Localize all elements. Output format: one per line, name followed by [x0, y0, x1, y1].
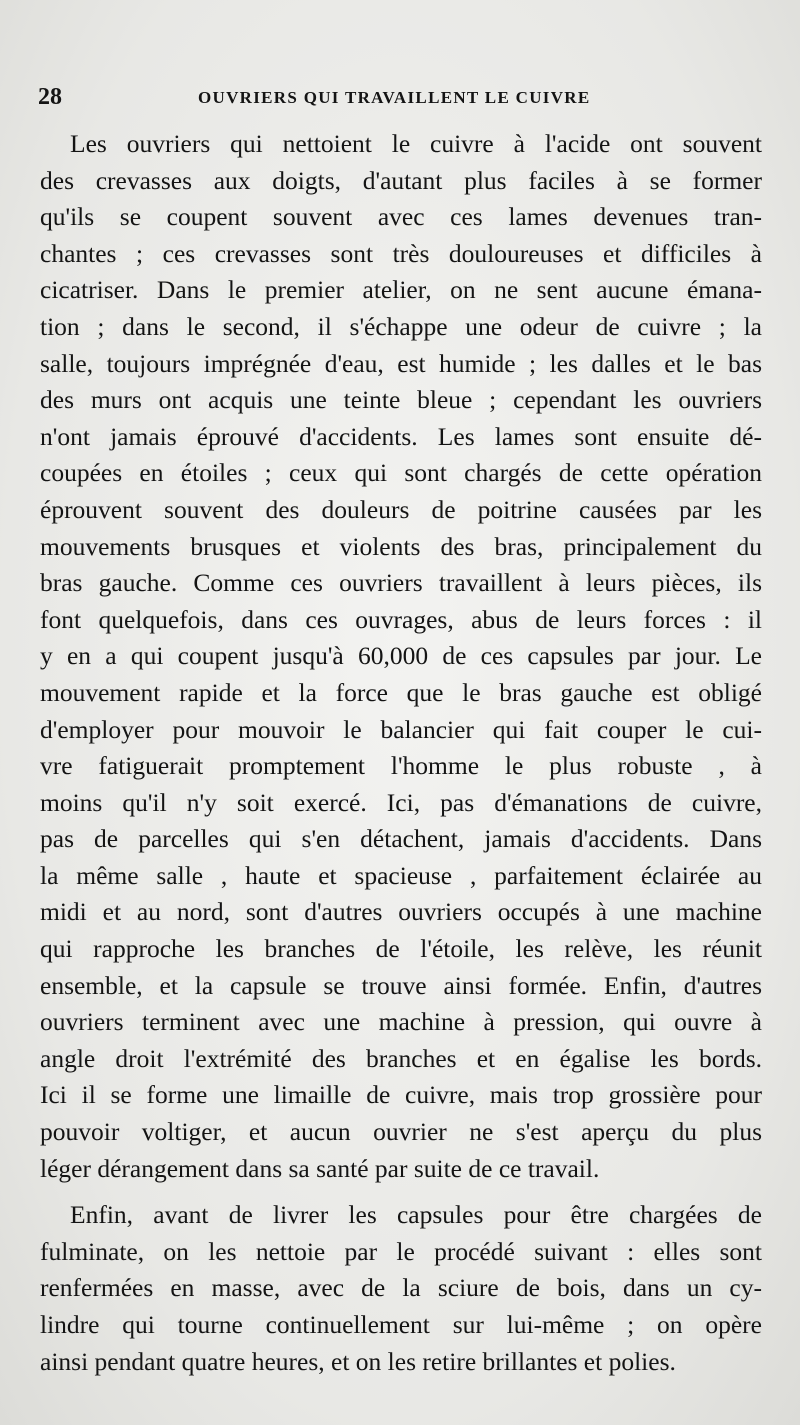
text-line: cicatriser. Dans le premier atelier, on ne sent aucune émana-	[40, 275, 762, 305]
paragraph-1	[40, 126, 762, 1187]
text-line: ainsi pendant quatre heures, et on les retire brillantes et polies.	[40, 1346, 676, 1376]
text-line: vre fatiguerait promptement l'homme le plus robuste , à	[40, 751, 762, 781]
text-line: tion ; dans le second, il s'échappe une odeur de cuivre ; la	[40, 311, 762, 341]
text-line: lindre qui tourne continuellement sur lui-même ; on opère	[40, 1310, 762, 1339]
text-line: salle, toujours imprégnée d'eau, est humide ; les dalles et le bas	[40, 348, 762, 378]
text-line: chantes ; ces crevasses sont très douloureuses et difficiles à	[40, 238, 762, 268]
text-line: qu'ils se coupent souvent avec ces lames devenues tran-	[40, 202, 762, 232]
running-head: OUVRIERS QUI TRAVAILLENT LE CUIVRE	[198, 88, 591, 107]
text-line: y en a qui coupent jusqu'à 60,000 de ces capsules par jour. Le	[40, 641, 762, 671]
text-line: bras gauche. Comme ces ouvriers travaillent à leurs pièces, ils	[40, 568, 762, 598]
text-line: mouvements brusques et violents des bras, principalement du	[40, 531, 762, 561]
paragraph-2	[40, 1197, 762, 1380]
text-line: qui rapproche les branches de l'étoile, les relève, les réunit	[40, 934, 762, 964]
text-line: léger dérangement dans sa santé par suite de ce travail.	[40, 1153, 600, 1183]
text-line: coupées en étoiles ; ceux qui sont chargés de cette opération	[40, 458, 762, 488]
text-line: angle droit l'extrémité des branches et en égalise les bords.	[40, 1043, 762, 1073]
text-line: Ici il se forme une limaille de cuivre, mais trop grossière pour	[40, 1080, 762, 1110]
text-line: midi et au nord, sont d'autres ouvriers occupés à une machine	[40, 897, 762, 927]
text-line: pas de parcelles qui s'en détachent, jamais d'accidents. Dans	[40, 824, 762, 854]
text-line: éprouvent souvent des douleurs de poitrine causées par les	[40, 494, 762, 524]
text-line: fulminate, on les nettoie par le procédé suivant : elles sont	[40, 1236, 762, 1266]
text-line: la même salle , haute et spacieuse , parfaitement éclairée au	[40, 860, 762, 890]
text-line: d'employer pour mouvoir le balancier qui fait couper le cui-	[40, 714, 762, 744]
text-line: font quelquefois, dans ces ouvrages, abus de leurs forces : il	[40, 604, 762, 634]
text-line: Enfin, avant de livrer les capsules pour être chargées de	[70, 1200, 762, 1230]
text-line: des murs ont acquis une teinte bleue ; cependant les ouvriers	[40, 385, 762, 415]
text-line: ensemble, et la capsule se trouve ainsi formée. Enfin, d'autres	[40, 970, 762, 1000]
page-number: 28	[38, 84, 62, 110]
text-line: pouvoir voltiger, et aucun ouvrier ne s'est aperçu du plus	[40, 1117, 762, 1147]
page-header	[38, 84, 760, 114]
text-line: Les ouvriers qui nettoient le cuivre à l'acide ont souvent	[70, 129, 762, 158]
text-line: renfermées en masse, avec de la sciure de bois, dans un cy-	[40, 1273, 762, 1303]
text-line: ouvriers terminent avec une machine à pression, qui ouvre à	[40, 1007, 762, 1037]
text-line: moins qu'il n'y soit exercé. Ici, pas d'émanations de cuivre,	[40, 787, 762, 817]
text-line: n'ont jamais éprouvé d'accidents. Les lames sont ensuite dé-	[40, 421, 762, 451]
page-body	[40, 126, 762, 1380]
text-line: mouvement rapide et la force que le bras gauche est obligé	[40, 677, 762, 707]
text-line: des crevasses aux doigts, d'autant plus faciles à se former	[40, 165, 762, 195]
